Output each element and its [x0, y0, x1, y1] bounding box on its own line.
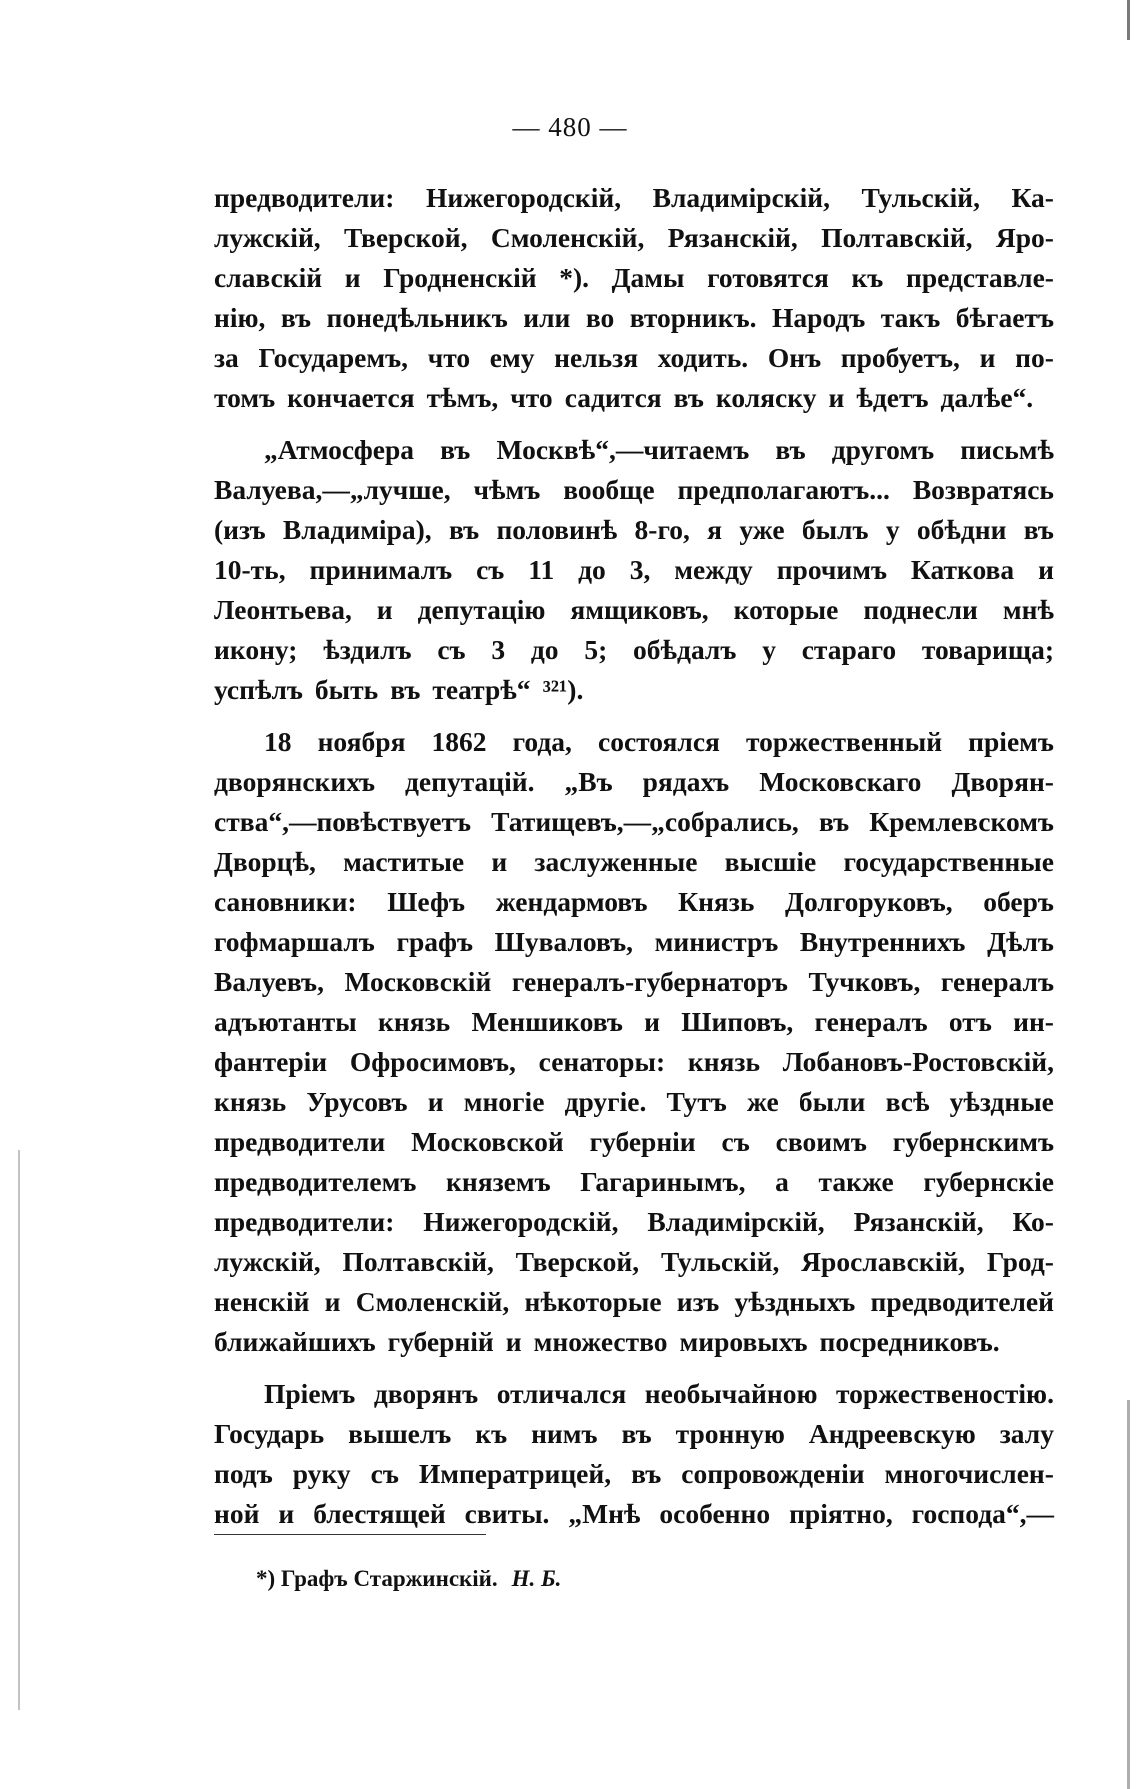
paragraph — [214, 1374, 1054, 1534]
text-line: гофмаршалъ графъ Шуваловъ, министръ Внутреннихъ Дѣлъ — [214, 926, 1054, 957]
text-line: ненскій и Смоленскій, нѣкоторые изъ уѣздныхъ предводителей — [214, 1286, 1054, 1317]
text-line: Валуева,—„лучше, чѣмъ вообще предполагаютъ... Возвратясь — [214, 474, 1054, 505]
text-line: Государь вышелъ къ нимъ въ тронную Андреевскую залу — [214, 1418, 1054, 1449]
text-line: сановники: Шефъ жендармовъ Князь Долгоруковъ, оберъ — [214, 886, 1054, 917]
text-line: ближайшихъ губерній и множество мировыхъ посредниковъ. — [214, 1326, 1000, 1357]
text-line: лужскій, Тверской, Смоленскій, Рязанскій, Полтавскій, Яро- — [214, 222, 1054, 253]
text-line: икону; ѣздилъ съ 3 до 5; обѣдалъ у стараго товарища; — [214, 634, 1054, 665]
text-line: фантеріи Офросимовъ, сенаторы: князь Лобановъ-Ростовскій, — [214, 1046, 1054, 1077]
text-line: славскій и Гродненскій *). Дамы готовятся къ представле- — [214, 262, 1054, 293]
paragraph — [214, 722, 1054, 1362]
footnote-text: *) Графъ Старжинскій. — [256, 1566, 498, 1591]
text-line: князь Урусовъ и многіе другіе. Тутъ же были всѣ уѣздные — [214, 1086, 1054, 1117]
text-line: адъютанты князь Меншиковъ и Шиповъ, генералъ отъ ин- — [214, 1006, 1054, 1037]
text-line: 10-ть, принималъ съ 11 до 3, между прочимъ Каткова и — [214, 554, 1054, 585]
text-line: подъ руку съ Императрицей, въ сопровожденіи многочислен- — [214, 1458, 1054, 1489]
text-line: ства“,—повѣствуетъ Татищевъ,—„собрались, въ Кремлевскомъ — [214, 806, 1054, 837]
text-line: предводители Московской губерніи съ своимъ губернскимъ — [214, 1126, 1054, 1157]
text-line: лужскій, Полтавскій, Тверской, Тульскій, Ярославскій, Грод- — [214, 1246, 1054, 1277]
text-line: предводители: Нижегородскій, Владимірскій, Тульскій, Ка- — [214, 182, 1054, 213]
text-line: нію, въ понедѣльникъ или во вторникъ. Народъ такъ бѣгаетъ — [214, 302, 1054, 333]
paragraph — [214, 178, 1054, 418]
text-line: 18 ноября 1862 года, состоялся торжественный пріемъ — [264, 726, 1054, 757]
footnote — [256, 1566, 561, 1592]
page-number: — 480 — — [512, 112, 628, 142]
text-line: Леонтьева, и депутацію ямщиковъ, которые поднесли мнѣ — [214, 594, 1054, 625]
paragraph-gap — [214, 1362, 1054, 1374]
text-line: Валуевъ, Московскій генералъ-губернаторъ Тучковъ, генералъ — [214, 966, 1054, 997]
text-line: Дворцѣ, маститые и заслуженные высшіе государственные — [214, 846, 1054, 877]
text-line: (изъ Владиміра), въ половинѣ 8-го, я уже былъ у обѣдни въ — [214, 514, 1054, 545]
text-line: успѣлъ быть въ театрѣ“ ³²¹). — [214, 674, 584, 705]
text-line: ной и блестящей свиты. „Мнѣ особенно пріятно, господа“,— — [214, 1498, 1054, 1529]
text-line: томъ кончается тѣмъ, что садится въ коляску и ѣдетъ далѣе“. — [214, 382, 1034, 413]
scan-edge-right — [1127, 0, 1130, 1789]
text-line: предводители: Нижегородскій, Владимірскій, Рязанскій, Ко- — [214, 1206, 1054, 1237]
text-line: предводителемъ княземъ Гагаринымъ, а также губернскіе — [214, 1166, 1054, 1197]
paragraph — [214, 430, 1054, 710]
body-text — [214, 178, 1054, 1534]
scan-edge-left — [18, 1150, 20, 1710]
text-line: „Атмосфера въ Москвѣ“,—читаемъ въ другомъ письмѣ — [264, 434, 1054, 465]
text-line: за Государемъ, что ему нельзя ходить. Онъ пробуетъ, и по- — [214, 342, 1054, 373]
footnote-divider — [214, 1534, 486, 1535]
paragraph-gap — [214, 710, 1054, 722]
footnote-signature: Н. Б. — [511, 1566, 562, 1591]
text-line: дворянскихъ депутацій. „Въ рядахъ Московскаго Дворян- — [214, 766, 1054, 797]
paragraph-gap — [214, 418, 1054, 430]
text-line: Пріемъ дворянъ отличался необычайною торжественостію. — [264, 1378, 1054, 1409]
